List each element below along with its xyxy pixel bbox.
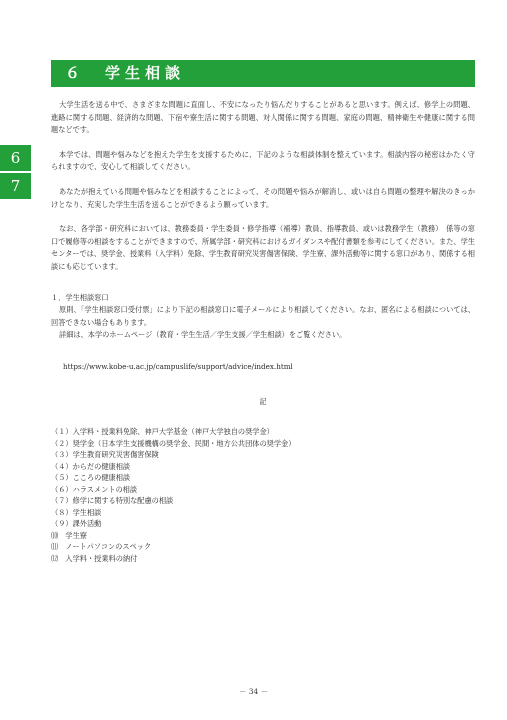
- section-line-2: 詳細は、本学のホームページ（教育・学生生活／学生支援／学生相談）をご覧ください。: [59, 330, 347, 340]
- section-heading: １．学生相談窓口: [51, 292, 109, 302]
- list-item: （９）課外活動: [51, 519, 102, 529]
- list-item: ⑽ 学生寮: [51, 530, 87, 540]
- consultation-list: [51, 426, 475, 564]
- section-title: ６ 学生相談: [65, 64, 186, 82]
- section-header: [51, 60, 475, 87]
- list-item: （２）奨学金（日本学生支援機構の奨学金、民間・地方公共団体の奨学金）: [51, 438, 296, 448]
- list-item: （８）学生相談: [51, 507, 102, 517]
- ki-marker: 記: [259, 396, 267, 406]
- list-item: （６）ハラスメントの相談: [51, 484, 138, 494]
- support-paragraph: 本学では、問題や悩みなどを抱えた学生を支援するために、下記のような相談体制を整えています。相談内容の秘密はかたく守られますので、安心して相談してください。: [51, 149, 475, 172]
- intro-paragraph: 大学生活を送る中で、さまざまな問題に直面し、不安になったり悩んだりすることがあると思います。例えば、修学上の問題、進路に関する問題、経済的な問題、下宿や寮生活に関する問題、対人関係に関する問題、家庭の問題、精神衛生や健康に関する問題などです。: [51, 100, 475, 135]
- list-item: （５）こころの健康相談: [51, 473, 131, 483]
- homepage-link[interactable]: https://www.kobe-u.ac.jp/campuslife/support/advice/index.html: [63, 361, 293, 371]
- list-item: （３）学生教育研究災害傷害保険: [51, 450, 159, 460]
- side-tab-6[interactable]: 6: [0, 145, 31, 171]
- hope-paragraph: あなたが抱えている問題や悩みなどを相談することによって、その問題や悩みが解消し、或いは自ら問題の整理や解決のきっかけとなり、充実した学生生活を送ることができるよう願っています。: [51, 186, 475, 209]
- list-item: ⑾ ノートパソコンのスペック: [51, 542, 152, 552]
- side-tab-7[interactable]: 7: [0, 173, 31, 199]
- side-chapter-tabs: [0, 145, 31, 201]
- list-item: （４）からだの健康相談: [51, 461, 131, 471]
- list-item: （１）入学料・授業料免除、神戸大学基金（神戸大学独自の奨学金）: [51, 427, 274, 437]
- list-item: ⑿ 入学料・授業料の納付: [51, 553, 138, 563]
- list-item: （７）修学に関する特別な配慮の相談: [51, 496, 174, 506]
- section-line-1: 原則、「学生相談窓口受付票」により下記の相談窓口に電子メールにより相談してください。なお、匿名による相談については、回答できない場合もあります。: [51, 305, 475, 327]
- faculty-paragraph: なお、各学部・研究科においては、教務委員・学生委員・修学指導（補導）教員、指導教員、或いは教務学生（教務） 係等の窓口で履修等の相談をすることができますので、所属学部・研究科におけるガイダンスや配付書類を参考にしてください。また、学生センターでは、奨学金、授業料（入学料）免除、学生教育研究災害傷害保険、学生寮、課外活動等に関する窓口があり、関係する相談にも応じています。: [51, 224, 475, 271]
- page-number: － 34 －: [238, 687, 269, 696]
- document-body: [51, 99, 475, 564]
